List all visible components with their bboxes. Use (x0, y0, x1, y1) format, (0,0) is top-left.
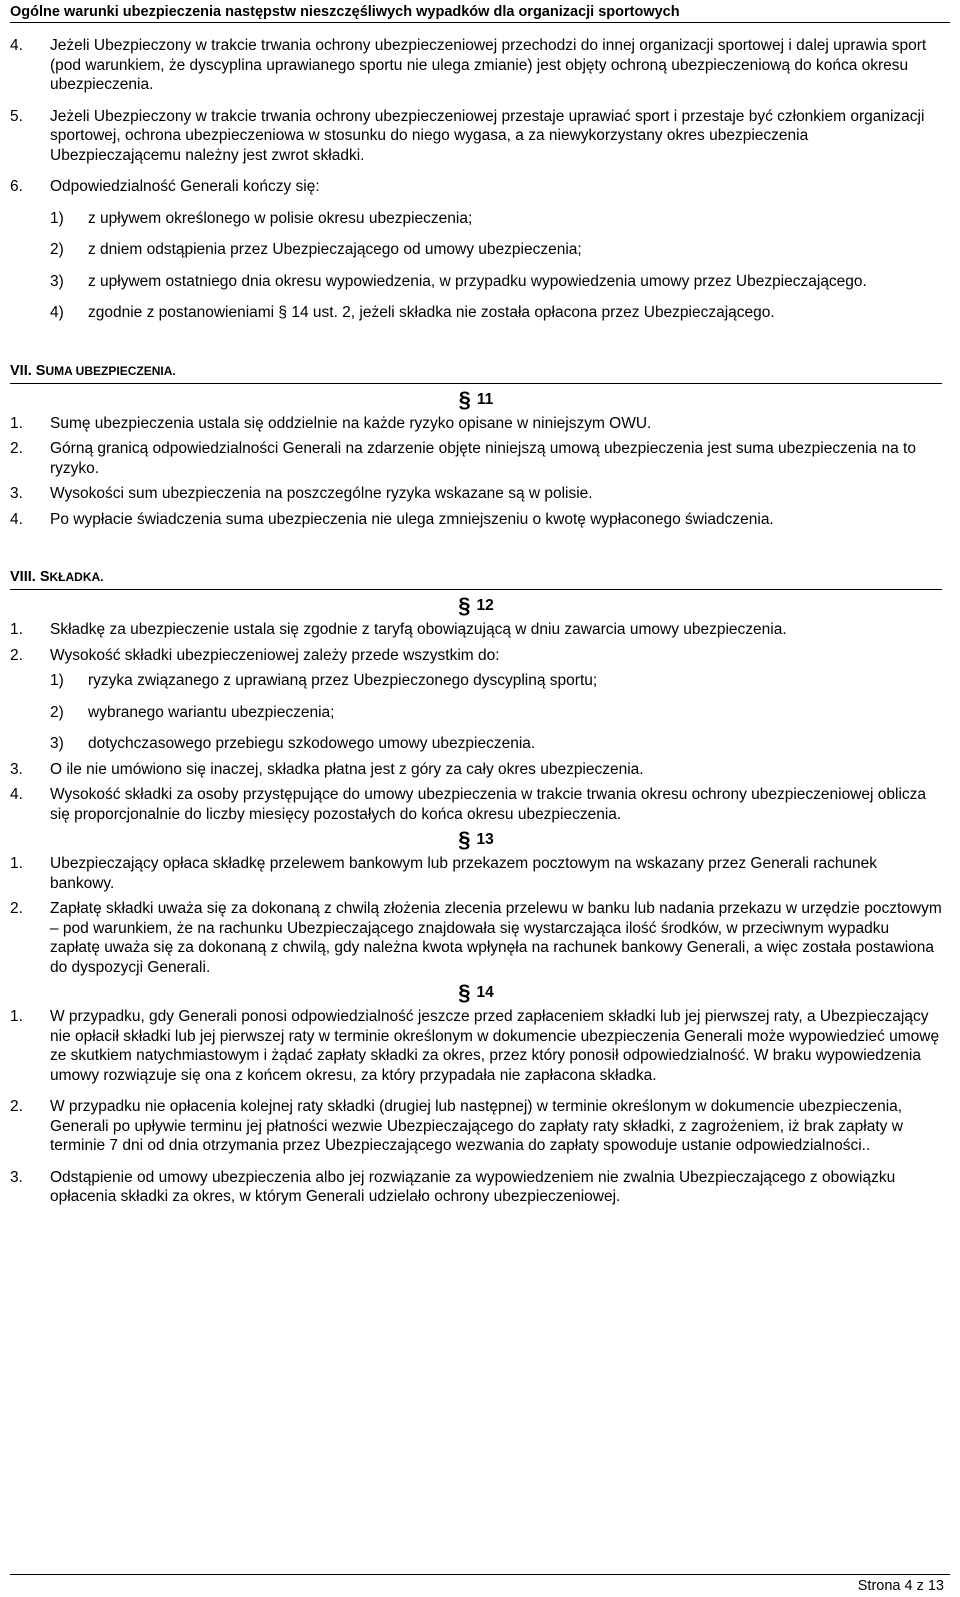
section-title-initial: S (35, 362, 46, 379)
document-body (10, 36, 942, 1219)
item-text: W przypadku nie opłacenia kolejnej raty składki (drugiej lub następnej) w terminie określonym w dokumencie ubezpieczenia, Generali po upływie terminu jej płatności wezwie Ubezpieczającego do zapłaty raty składki, z zagrożeniem, iż brak zapłaty w terminie 7 dni od dnia otrzymania przez Ubezpieczającego wezwania do zapłaty spowoduje ustanie odpowiedzialności.. (50, 1098, 903, 1154)
item-number: 3. (10, 760, 23, 778)
sub-item-number: 3) (50, 272, 64, 290)
section-heading (10, 567, 942, 587)
paragraph-number: 14 (476, 984, 494, 1001)
item-number: 1. (10, 621, 23, 638)
page-number: Strona 4 z 13 (857, 1578, 944, 1594)
item-number: 3. (10, 485, 23, 502)
section-title-initial: S (39, 569, 50, 585)
list-item (10, 646, 942, 666)
sub-item (50, 209, 942, 229)
item-text: Jeżeli Ubezpieczony w trakcie trwania ochrony ubezpieczeniowej przestaje uprawiać sport i przestaje być członkiem organizacji sportowej, ochrona ubezpieczeniowa w stosunku do niego wygasa, a za niewykorzystany okres ubezpieczenia Ubezpieczającemu należny jest zwrot składki. (50, 107, 925, 164)
sub-item-text: z dniem odstąpienia przez Ubezpieczającego od umowy ubezpieczenia; (88, 241, 582, 258)
section-divider (10, 381, 942, 384)
item-text: Składkę za ubezpieczenie ustala się zgodnie z taryfą obowiązującą w dniu zawarcia umowy ubezpieczenia. (50, 621, 787, 638)
paragraph-symbol: § (458, 386, 471, 412)
sub-item-text: zgodnie z postanowieniami § 14 ust. 2, jeżeli składka nie została opłacona przez Ubezpieczającego. (88, 304, 775, 321)
item-text: Górną granicą odpowiedzialności Generali na zdarzenie objęte niniejszą umową ubezpieczenia jest suma ubezpieczenia na to ryzyko. (50, 440, 916, 477)
list-item (10, 484, 942, 504)
sub-item-number: 1) (50, 209, 64, 227)
sub-item-number: 3) (50, 735, 64, 752)
sub-item (50, 671, 942, 691)
section-heading (10, 361, 942, 381)
list-item (10, 854, 942, 893)
section-divider (10, 587, 942, 590)
item-number: 6. (10, 178, 23, 195)
list-item (10, 899, 942, 977)
paragraph-number: 13 (476, 831, 494, 848)
paragraph-number: 11 (476, 390, 494, 408)
item-text: Jeżeli Ubezpieczony w trakcie trwania ochrony ubezpieczeniowej przechodzi do innej organizacji sportowej i dalej uprawia sport (pod warunkiem, że dyscyplina uprawianego sportu nie ulega zmianie) jest objęty ochroną ubezpieczeniową do końca okresu ubezpieczenia. (50, 37, 927, 93)
paragraph-symbol: § (458, 980, 471, 1005)
item-text: Odstąpienie od umowy ubezpieczenia albo jej rozwiązanie za wypowiedzeniem nie zwalnia Ubezpieczającego z obowiązku opłacenia składki za okres, w którym Generali udzielało ochrony ubezpieczeniowej. (50, 1168, 896, 1205)
list-item (10, 785, 942, 824)
list-item (10, 510, 942, 530)
item-number: 1. (10, 414, 23, 432)
list-item (10, 620, 942, 640)
item-number: 2. (10, 900, 23, 917)
item-number: 1. (10, 855, 23, 872)
item-text: Sumę ubezpieczenia ustala się oddzielnie na każde ryzyko opisane w niniejszym OWU. (50, 414, 652, 432)
item-number: 2. (10, 646, 23, 664)
paragraph-symbol: § (458, 593, 471, 618)
section-numeral: VIII. (10, 569, 36, 585)
sub-item-number: 4) (50, 304, 64, 321)
list-item (10, 107, 942, 166)
footer-divider (10, 1574, 950, 1575)
list-item (10, 1007, 942, 1085)
item-text: Po wypłacie świadczenia suma ubezpieczenia nie ulega zmniejszeniu o kwotę wypłaconego świadczenia. (50, 510, 774, 528)
list-item (10, 36, 942, 95)
item-text: W przypadku, gdy Generali ponosi odpowiedzialność jeszcze przed zapłaceniem składki lub jej pierwszej raty, a Ubezpieczający nie opłacił składki lub jej pierwszej raty w terminie określonym w dokumencie ubezpieczenia Generali może wypowiedzieć umowę ze skutkiem natychmiastowym i żądać zapłaty składki za okres, przez który ponosił odpowiedzialność. W braku wypowiedzenia umowy rozwiązuje się ona z końcem okresu, za który przypadała nie zapłacona składka. (50, 1008, 940, 1084)
document-header (10, 0, 950, 23)
item-text: Wysokość składki ubezpieczeniowej zależy przede wszystkim do: (50, 646, 500, 664)
paragraph-heading (10, 980, 942, 1005)
sub-item (50, 272, 942, 292)
list-item (10, 1097, 942, 1156)
sub-item (50, 734, 942, 754)
sub-item-text: z upływem określonego w polisie okresu ubezpieczenia; (88, 209, 473, 227)
item-number: 5. (10, 107, 23, 125)
sub-item-text: z upływem ostatniego dnia okresu wypowiedzenia, w przypadku wypowiedzenia umowy przez Ubezpieczającego. (88, 272, 867, 290)
item-number: 1. (10, 1008, 23, 1025)
paragraph-symbol: § (458, 827, 471, 852)
sub-item-text: ryzyka związanego z uprawianą przez Ubezpieczonego dyscypliną sportu; (88, 672, 598, 689)
sub-item-number: 2) (50, 703, 64, 721)
list-item (10, 760, 942, 780)
section-numeral: VII. (10, 362, 32, 379)
paragraph-heading (10, 386, 942, 412)
section-title-rest: UMA UBEZPIECZENIA. (45, 363, 176, 378)
item-text: Ubezpieczający opłaca składkę przelewem bankowym lub przekazem pocztowym na wskazany przez Generali rachunek bankowy. (50, 855, 878, 892)
item-number: 4. (10, 37, 23, 54)
sub-item (50, 240, 942, 260)
item-number: 3. (10, 1168, 23, 1186)
paragraph-number: 12 (476, 597, 494, 614)
item-text: Wysokości sum ubezpieczenia na poszczególne ryzyka wskazane są w polisie. (50, 485, 593, 502)
list-item (10, 1168, 942, 1207)
item-number: 4. (10, 786, 23, 803)
paragraph-heading (10, 593, 942, 618)
sub-item-text: dotychczasowego przebiegu szkodowego umowy ubezpieczenia. (88, 735, 536, 752)
item-text: Odpowiedzialność Generali kończy się: (50, 178, 320, 195)
item-text: Zapłatę składki uważa się za dokonaną z chwilą złożenia zlecenia przelewu w banku lub nadania przekazu w urzędzie pocztowym – pod warunkiem, że na rachunku Ubezpieczającego znajdowała się wystarczająca ilość środków, w przeciwnym wypadku zapłatę uważa się za dokonaną z chwilą, gdy należna kwota wpłynęła na rachunek bankowy Generali, a więc została postawiona do dyspozycji Generali. (50, 900, 942, 976)
item-text: O ile nie umówiono się inaczej, składka płatna jest z góry za cały okres ubezpieczenia. (50, 760, 644, 778)
document-title: Ogólne warunki ubezpieczenia następstw nieszczęśliwych wypadków dla organizacji sportowych (10, 4, 680, 20)
sub-item-number: 1) (50, 672, 64, 689)
sub-item (50, 703, 942, 723)
item-number: 4. (10, 510, 23, 528)
sub-item-number: 2) (50, 241, 64, 258)
item-number: 2. (10, 1098, 23, 1115)
list-item (10, 439, 942, 478)
item-text: Wysokość składki za osoby przystępujące do umowy ubezpieczenia w trakcie trwania okresu ochrony ubezpieczeniowej oblicza się proporcjonalnie do liczby miesięcy pozostałych do końca okresu ubezpieczenia. (50, 786, 927, 823)
sub-item-text: wybranego wariantu ubezpieczenia; (88, 703, 335, 721)
item-number: 2. (10, 440, 23, 457)
list-item (10, 177, 942, 197)
paragraph-heading (10, 827, 942, 852)
section-title-rest: KŁADKA. (49, 570, 104, 584)
sub-item (50, 303, 942, 323)
list-item (10, 414, 942, 434)
